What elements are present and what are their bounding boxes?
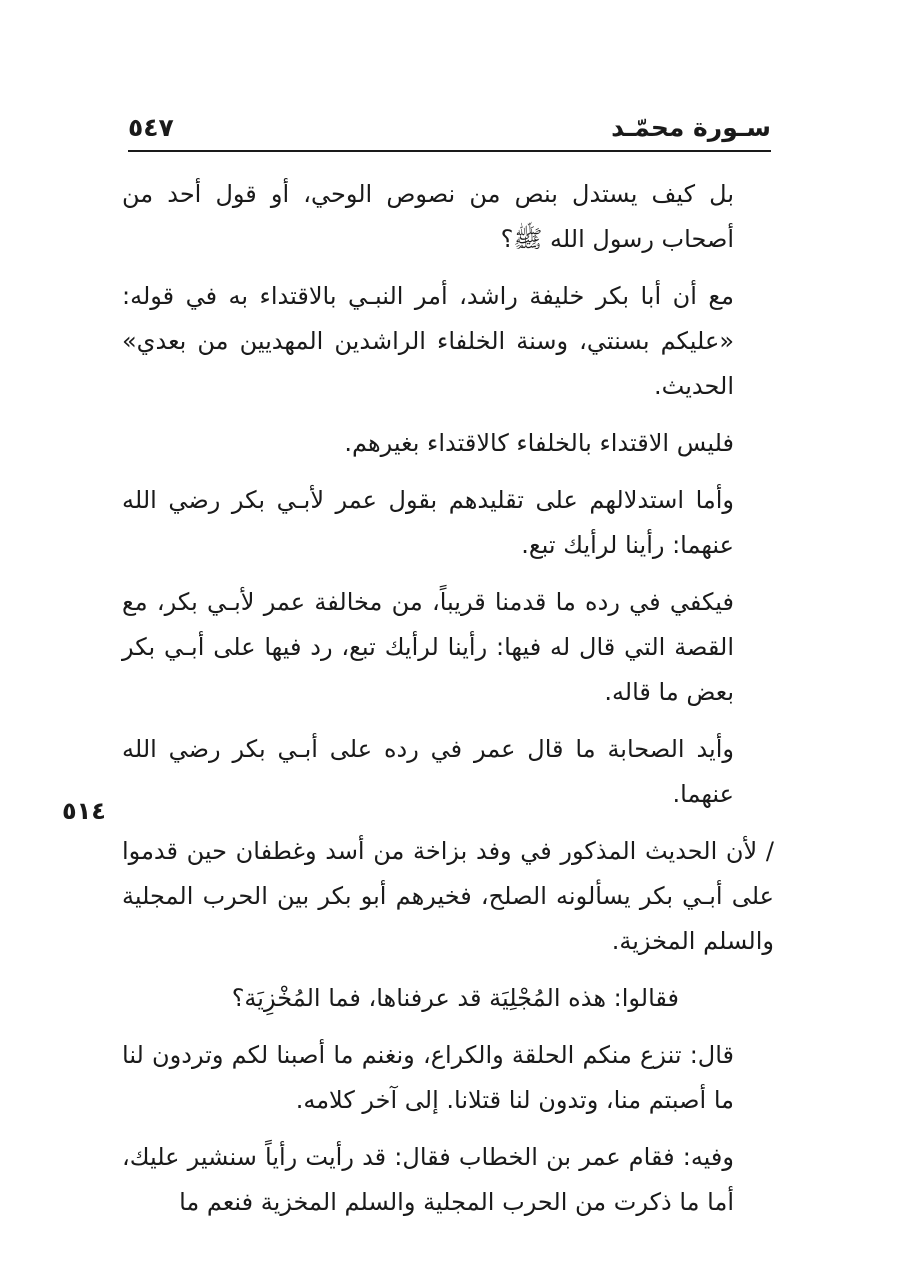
paragraph: مع أن أبا بكر خليفة راشد، أمر النبـي بالاقتداء به في قوله: «عليكم بسنتي، وسنة الخلفاء الراشدين المهديين من بعدي» الحديث.: [122, 282, 734, 400]
page-number: ٥٤٧: [128, 113, 174, 142]
paragraph: وأما استدلالهم على تقليدهم بقول عمر لأبـي بكر رضي الله عنهما: رأينا لرأيك تبع.: [122, 486, 734, 559]
paragraph: وأيد الصحابة ما قال عمر في رده على أبـي بكر رضي الله عنهما.: [122, 735, 734, 808]
page-body: [122, 172, 774, 1237]
paragraph: وفيه: فقام عمر بن الخطاب فقال: قد رأيت رأياً سنشير عليك، أما ما ذكرت من الحرب المجلية والسلم المخزية فنعم ما: [122, 1143, 734, 1216]
paragraph: فليس الاقتداء بالخلفاء كالاقتداء بغيرهم.: [344, 429, 734, 457]
header-rule: [128, 150, 771, 152]
paragraph: فقالوا: هذه المُجْلِيَة قد عرفناها، فما المُخْزِيَة؟: [231, 984, 679, 1012]
paragraph: قال: تنزع منكم الحلقة والكراع، ونغنم ما أصبنا لكم وتردون لنا ما أصبتم منا، وتدون لنا قتلانا. إلى آخر كلامه.: [122, 1041, 734, 1114]
running-title: سـورة محمّـد: [611, 113, 771, 142]
page-header: [128, 108, 771, 148]
paragraph: فيكفي في رده ما قدمنا قريباً، من مخالفة عمر لأبـي بكر، مع القصة التي قال له فيها: رأينا لرأيك تبع، رد فيها على أبـي بكر بعض ما قاله.: [122, 588, 734, 706]
paragraph: / لأن الحديث المذكور في وفد بزاخة من أسد وغطفان حين قدموا على أبـي بكر يسألونه الصلح، فخيرهم أبو بكر بين الحرب المجلية والسلم المخزية.: [122, 837, 774, 955]
margin-reference-number: ٥١٤: [62, 797, 106, 825]
paragraph: بل كيف يستدل بنص من نصوص الوحي، أو قول أحد من أصحاب رسول الله ﷺ؟: [122, 180, 734, 253]
